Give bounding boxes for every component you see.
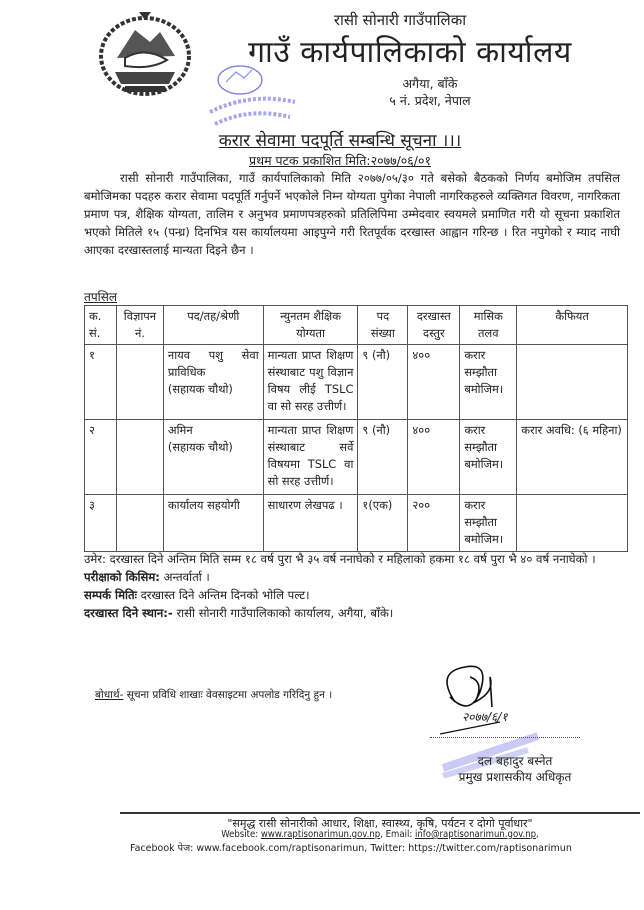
header-salary: मासिक तलव bbox=[460, 306, 517, 345]
website-link[interactable]: www.raptisonarimun.gov.np bbox=[260, 829, 381, 840]
table-row bbox=[85, 420, 628, 495]
nepal-emblem-icon bbox=[95, 8, 195, 98]
cell-salary: करार सम्झौता बमोजिम। bbox=[460, 420, 517, 495]
contact-label: सम्पर्क मितिः bbox=[84, 588, 137, 602]
cell-remarks bbox=[517, 345, 628, 420]
cell-ad-no bbox=[116, 345, 163, 420]
cell-salary: करार सम्झौता बमोजिम। bbox=[460, 345, 517, 420]
twitter-link[interactable]: https://twitter.com/raptisonarimun bbox=[408, 843, 572, 854]
signature-date: २०७७/६/१ bbox=[462, 710, 508, 724]
facebook-label: Facebook bbox=[130, 843, 175, 854]
cell-salary: करार सम्झौता बमोजिम। bbox=[460, 495, 517, 552]
table-row bbox=[85, 495, 628, 552]
header-sn: क. सं. bbox=[85, 306, 117, 345]
cell-count: ९ (नौ) bbox=[358, 345, 408, 420]
email-link[interactable]: info@raptisonarimun.gov.np bbox=[414, 829, 537, 840]
website-label: Website: bbox=[221, 829, 259, 840]
application-place bbox=[84, 604, 624, 622]
table-header-row bbox=[85, 306, 628, 345]
email-label: , Email: bbox=[380, 829, 413, 840]
cell-post: अमिन (सहायक चौथो) bbox=[163, 420, 263, 495]
cell-sn: २ bbox=[85, 420, 117, 495]
facebook-link[interactable]: www.facebook.com/raptisonarimun bbox=[196, 843, 365, 854]
cell-count: १(एक) bbox=[358, 495, 408, 552]
place-label: दरखास्त दिने स्थान:- bbox=[84, 606, 173, 620]
cell-sn: १ bbox=[85, 345, 117, 420]
details-section bbox=[84, 550, 624, 622]
header-qualification: न्युनतम शैक्षिक योग्यता bbox=[263, 306, 358, 345]
header-count: पद संख्या bbox=[358, 306, 408, 345]
cell-fee: २०० bbox=[408, 495, 460, 552]
header-ad-no: विज्ञापन नं. bbox=[116, 306, 163, 345]
footer-social bbox=[130, 841, 640, 854]
cell-ad-no bbox=[116, 420, 163, 495]
footer-contact bbox=[130, 829, 630, 840]
twitter-label: , Twitter: bbox=[364, 843, 406, 854]
cell-post: कार्यालय सहयोगी bbox=[163, 495, 263, 552]
cell-remarks: करार अवधि: (६ महिना) bbox=[517, 420, 628, 495]
notice-title: करार सेवामा पदपूर्ति सम्बन्धि सूचना ।।। bbox=[218, 131, 462, 151]
header-post: पद/तह/श्रेणी bbox=[163, 306, 263, 345]
age-text: दरखास्त दिने अन्तिम मिति सम्म १८ वर्ष पुरा भै ३५ वर्ष ननाघेको र महिलाको हकमा १८ वर्ष पुरा भै ४० वर्ष ननाघेको । bbox=[109, 552, 596, 566]
cc-label: बोधार्थ- bbox=[95, 689, 124, 701]
contact-date bbox=[84, 586, 624, 604]
place-text: रासी सोनारी गाउँपालिकाको कार्यालय, अगैया, बाँके। bbox=[176, 606, 394, 620]
table-row bbox=[85, 345, 628, 420]
cell-qualification: मान्यता प्राप्त शिक्षण संस्थाबाट पशु विज्ञान विषय लीई TSLC वा सो सरह उत्तीर्ण। bbox=[263, 345, 358, 420]
exam-label: परीक्षाको किसिम: bbox=[84, 570, 160, 584]
cell-fee: ४०० bbox=[408, 420, 460, 495]
exam-type bbox=[84, 568, 624, 586]
signatory-name: दल बहादुर बस्नेत bbox=[477, 754, 553, 768]
age-label: उमेर: bbox=[84, 552, 106, 566]
notice-paragraph: रासी सोनारी गाउँपालिका, गाउँ कार्यपालिकाको मिति २०७७/०५/३० गते बसेको बैठकको निर्णय बमोजिम तपसिल बमोजिमका पदहरु करार सेवामा पदपूर्ति गर्नुपर्ने भएकोले निम्न योग्यता पुगेका नेपाली नागरिकहरुले व्यक्तिगत विवरण, नागरिकता प्रमाण पत्र, शैक्षिक योग्यता, तालिम र अनुभव प्रमाणपत्रहरुको प्रतिलिपिमा उम्मेदवार स्वयमले प्रमाणित गरी यो सूचना प्रकाशित भएको मितिले १५ (पन्ध्र) दिनभित्र यस कार्यालयमा आइपुग्ने गरी रितपूर्वक दरखास्त आह्वान गरिन्छ । रित नपुगेको र म्याद नाघी आएका दरखास्तलाई मान्यता दिइने छैन । bbox=[84, 171, 620, 257]
address-line-1: अगैया, बाँके bbox=[402, 76, 458, 91]
office-name: गाउँ कार्यपालिकाको कार्यालय bbox=[248, 35, 572, 70]
cell-count: ९ (नौ) bbox=[358, 420, 408, 495]
cc-note bbox=[95, 688, 332, 702]
cell-fee: ४०० bbox=[408, 345, 460, 420]
municipality-name: रासी सोनारी गाउँपालिका bbox=[333, 11, 467, 29]
header-remarks: कैफियत bbox=[517, 306, 628, 345]
age-requirement bbox=[84, 550, 624, 568]
cell-ad-no bbox=[116, 495, 163, 552]
cell-qualification: साधारण लेखपढ । bbox=[263, 495, 358, 552]
cell-post: नायव पशु सेवा प्राविधिक (सहायक चौथो) bbox=[163, 345, 263, 420]
contact-text: दरखास्त दिने अन्तिम दिनको भोलि पल्ट। bbox=[140, 588, 310, 602]
facebook-page-label: पेज: bbox=[177, 843, 194, 854]
notice-subtitle: प्रथम पटक प्रकाशित मिति:२०७७/०६/०१ bbox=[248, 153, 432, 168]
tapsil-label: तपसिल bbox=[84, 290, 118, 304]
address-line-2: ५ नं. प्रदेश, नेपाल bbox=[389, 93, 471, 108]
exam-text: अन्तर्वार्ता । bbox=[163, 570, 210, 584]
footer-divider bbox=[120, 812, 640, 814]
cell-remarks bbox=[517, 495, 628, 552]
cc-text: सूचना प्रविधि शाखाः वेवसाइटमा अपलोड गरिदिनु हुन । bbox=[126, 689, 333, 701]
email-suffix: , bbox=[536, 829, 539, 840]
office-stamp-icon bbox=[200, 62, 300, 132]
header-fee: दरखास्त दस्तुर bbox=[408, 306, 460, 345]
cell-sn: ३ bbox=[85, 495, 117, 552]
cell-qualification: मान्यता प्राप्त शिक्षण संस्थाबाट सर्वे विषयमा TSLC वा सो सरह उत्तीर्ण। bbox=[263, 420, 358, 495]
vacancy-table bbox=[84, 305, 628, 552]
signatory-designation: प्रमुख प्रशासकीय अधिकृत bbox=[458, 770, 572, 784]
footer-motto: "समृद्ध रासी सोनारीको आधार, शिक्षा, स्वास्थ्य, कृषि, पर्यटन र दोगो पूर्वाधार" bbox=[227, 817, 533, 830]
